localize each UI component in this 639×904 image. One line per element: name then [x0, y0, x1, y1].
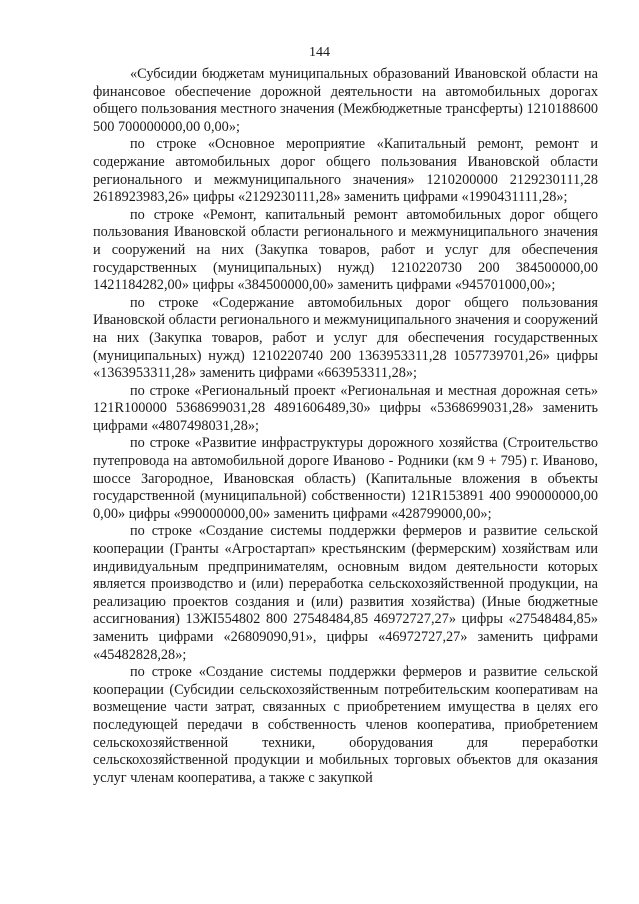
- paragraph: по строке «Ремонт, капитальный ремонт автомобильных дорог общего пользования Ивановской области регионального и межмуниципального значения и сооружений на них (Закупка товаров, работ и услуг для обеспечения государственных (муниципальных) нужд) 1210220730 200 384500000,00 1421184282,00» цифры «384500000,00» заменить цифрами «945701000,00»;: [93, 206, 598, 294]
- paragraph: по строке «Создание системы поддержки фермеров и развитие сельской кооперации (Гранты «Агростартап» крестьянским (фермерским) хозяйствам или индивидуальным предпринимателям, основным видом деятельности которых является производство и (или) переработка сельскохозяйственной продукции, на реализацию проектов создания и (или) развития хозяйства) (Иные бюджетные ассигнования) 13ЖI554802 800 27548484,85 46972727,27» цифры «27548484,85» заменить цифрами «26809090,91», цифры «46972727,27» заменить цифрами «45482828,28»;: [93, 523, 598, 663]
- paragraph: по строке «Развитие инфраструктуры дорожного хозяйства (Строительство путепровода на автомобильной дороге Иваново - Родники (км 9 + 795) г. Иваново, шоссе Загородное, Ивановская область) (Капитальные вложения в объекты государственной (муниципальной) собственности) 121R153891 400 990000000,00 0,00» цифры «990000000,00» заменить цифрами «428799000,00»;: [93, 435, 598, 522]
- document-body: [93, 66, 598, 787]
- paragraph: «Субсидии бюджетам муниципальных образований Ивановской области на финансовое обеспечение дорожной деятельности на автомобильных дорогах общего пользования местного значения (Межбюджетные трансферты) 1210188600 500 700000000,00 0,00»;: [93, 66, 598, 135]
- page-number: 144: [309, 45, 330, 60]
- paragraph: по строке «Основное мероприятие «Капитальный ремонт, ремонт и содержание автомобильных дорог общего пользования Ивановской области регионального и межмуниципального значения» 1210200000 2129230111,28 2618923983,26» цифры «2129230111,28» заменить цифрами «1990431111,28»;: [93, 136, 598, 206]
- paragraph: по строке «Содержание автомобильных дорог общего пользования Ивановской области регионального и межмуниципального значения и сооружений на них (Закупка товаров, работ и услуг для обеспечения государственных (муниципальных) нужд) 1210220740 200 1363953311,28 1057739701,26» цифры «1363953311,28» заменить цифрами «663953311,28»;: [93, 294, 598, 382]
- paragraph: по строке «Региональный проект «Региональная и местная дорожная сеть» 121R100000 5368699031,28 4891606489,30» цифры «5368699031,28» заменить цифрами «4807498031,28»;: [93, 382, 598, 434]
- paragraph: по строке «Создание системы поддержки фермеров и развитие сельской кооперации (Субсидии сельскохозяйственным потребительским кооперативам на возмещение части затрат, связанных с приобретением имущества в целях его последующей передачи в собственность членов кооператива, приобретением сельскохозяйственной техники, оборудования для переработки сельскохозяйственной продукции и мобильных торговых объектов для оказания услуг членам кооператива, а также с закупкой: [93, 664, 598, 786]
